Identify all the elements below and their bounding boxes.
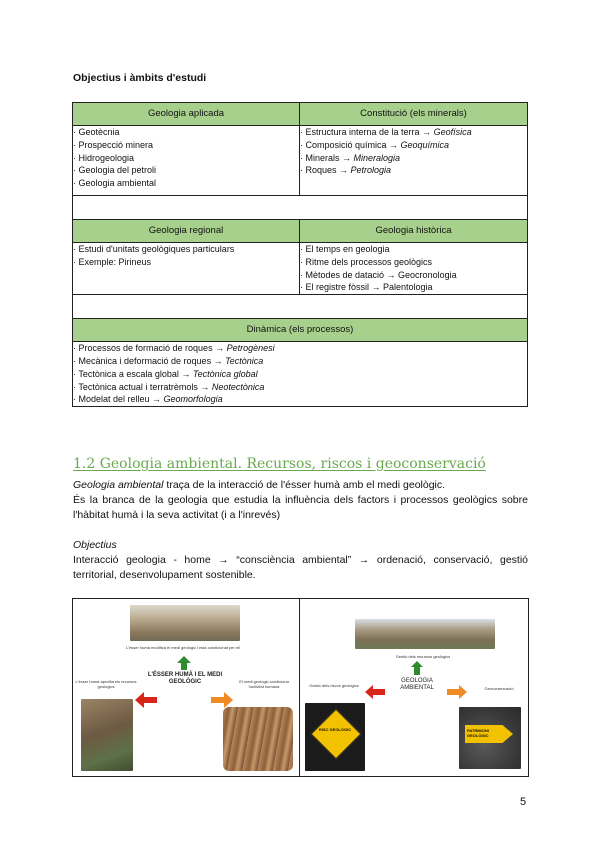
table-spacer [73, 196, 528, 220]
list-item: · Geotècnia [73, 127, 120, 137]
list-item: · El registre fòssil → Palentologia [300, 282, 433, 293]
list-item: · Ritme dels processos geològics [300, 256, 433, 267]
cell-constitucio [300, 126, 528, 196]
list-item: · Geologia del petroli [73, 165, 157, 176]
list-item: · Composició química → Geoquímica [300, 139, 450, 150]
arrow-right-icon [211, 692, 233, 708]
list-item: · Prospecció minera [73, 139, 154, 150]
risk-sign-photo [305, 703, 365, 771]
arrow-right-icon [447, 685, 467, 699]
cell-geologia-regional [73, 243, 300, 295]
list-item: · Processos de formació de roques → Petrogènesi [73, 343, 275, 354]
page-title: Objectius i àmbits d'estudi [73, 72, 207, 84]
list-item: · Tectònica a escala global → Tectònica global [73, 368, 258, 379]
header-geologia-regional: Geologia regional [73, 220, 300, 243]
header-geologia-aplicada: Geologia aplicada [73, 103, 300, 126]
quarry-photo [130, 605, 240, 641]
heritage-sign-text: PATRIMONI GEOLÒGIC [467, 728, 489, 738]
cell-geologia-aplicada [73, 126, 300, 196]
list-item: · Roques → Petrologia [300, 165, 392, 176]
rock-formation-photo [223, 707, 293, 771]
list-item: · Estructura interna de la terra → Geofísica [300, 127, 472, 137]
cell-geologia-historica [300, 243, 528, 295]
list-item: · Geologia ambiental [73, 178, 157, 189]
caption-top-left: L'ésser humà modifica el medi geològic i està condicionat per ell [126, 645, 240, 650]
warning-sign-icon [311, 709, 362, 760]
list-item: · Modelat del relleu → Geomorfologia [73, 394, 223, 405]
quarry-photo [355, 619, 495, 649]
caption-left-left: L'ésser humà aprofita els recursos geològics [75, 679, 137, 689]
caption-top-right: Gestió dels recursos geològics [395, 654, 451, 659]
center-label-right: GEOLOGIA AMBIENTAL [400, 678, 434, 691]
header-geologia-historica: Geologia històrica [300, 220, 528, 243]
cell-dinamica [73, 342, 528, 407]
caption-right-left: El medi geològic condiciona l'activitat humana [239, 679, 289, 689]
objectius-text: Interacció geologia - home → “consciència ambiental” → ordenació, conservació, gestió territorial, desenvolupament sostenible. [73, 554, 528, 581]
header-dinamica: Dinàmica (els processos) [73, 319, 528, 342]
list-item: · Tectònica actual i terratrèmols → Neotectònica [73, 381, 265, 392]
risk-sign-text: RISC GEOLÒGIC [318, 727, 352, 732]
heritage-sign-photo [459, 707, 521, 769]
list-item: · El temps en geologia [300, 244, 390, 254]
table-spacer [73, 295, 528, 319]
arrow-up-icon [411, 661, 423, 675]
section-heading: 1.2 Geologia ambiental. Recursos, riscos i geoconservació [73, 456, 486, 472]
list-item: · Mètodes de datació → Geocronologia [300, 269, 457, 280]
list-item: · Hidrogeologia [73, 152, 135, 163]
objectius-label: Objectius [73, 539, 117, 551]
scope-table [72, 102, 528, 407]
caption-left-right: Gestió dels riscos geològics [309, 683, 359, 688]
caption-right-right: Geoconservació [484, 686, 514, 691]
page-number: 5 [520, 796, 527, 808]
mine-photo [81, 699, 133, 771]
arrow-left-icon [135, 692, 157, 708]
figure-divider [299, 599, 300, 776]
definition-paragraph: Geologia ambiental traça de la interacció de l'ésser humà amb el medi geològic. És la branca de la geologia que estudia la influència dels factors i processos geològics sobre l'hàbitat humà i la seva activitat (i a l'inrevés) [73, 479, 528, 521]
list-item: · Mecànica i deformació de roques → Tectònica [73, 355, 264, 366]
arrow-up-icon [177, 656, 191, 670]
list-item: · Minerals → Mineralogia [300, 152, 401, 163]
list-item: · Estudi d'unitats geològiques particulars [73, 244, 235, 254]
list-item: · Exemple: Pirineus [73, 256, 152, 267]
center-label-left: L'ÉSSER HUMÀ I EL MEDI GEOLÒGIC [147, 672, 223, 685]
figure-panel [72, 598, 529, 777]
arrow-left-icon [365, 685, 385, 699]
header-constitucio: Constitució (els minerals) [300, 103, 528, 126]
